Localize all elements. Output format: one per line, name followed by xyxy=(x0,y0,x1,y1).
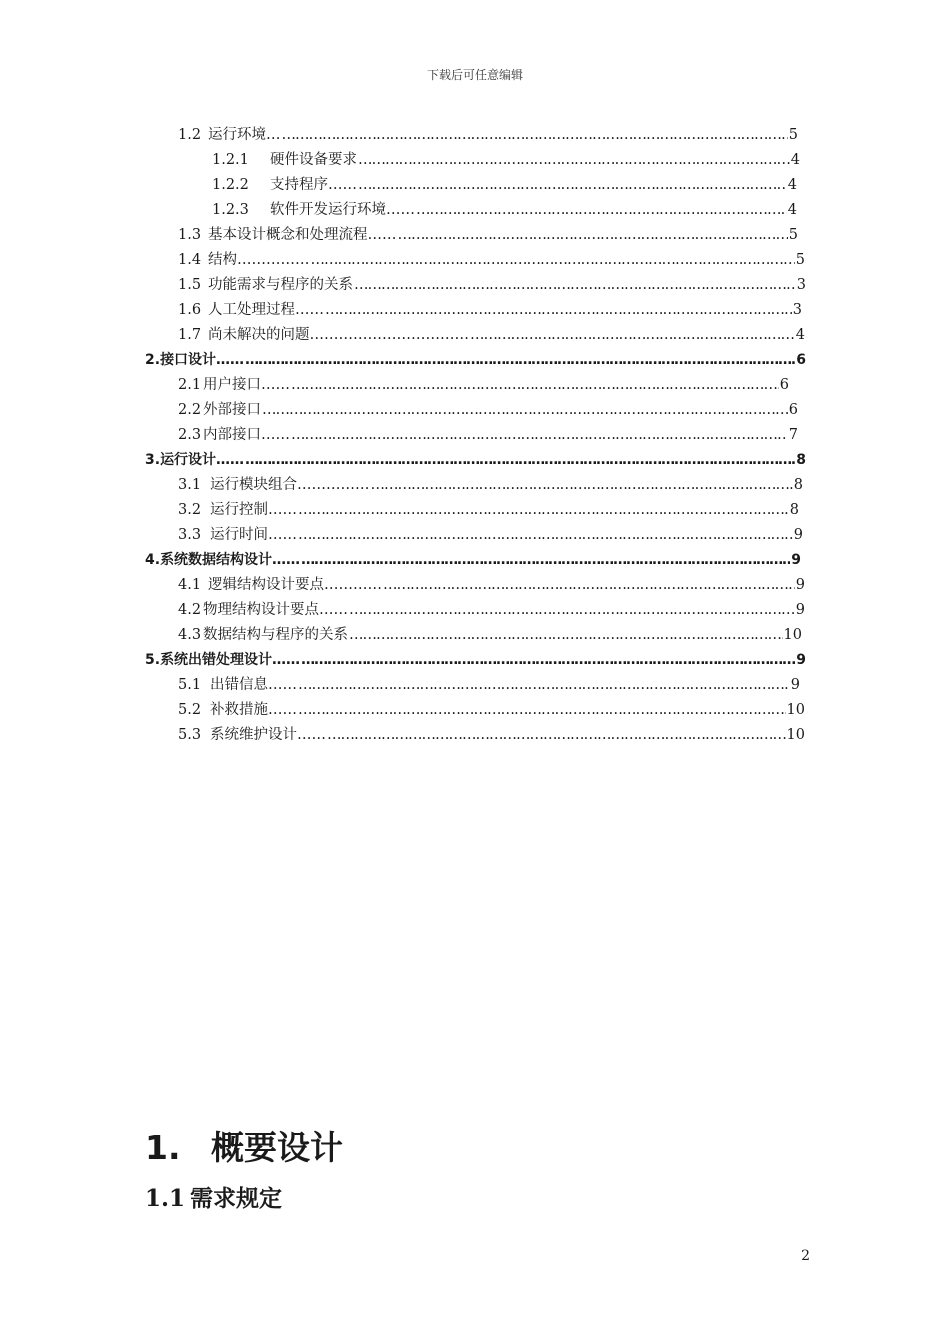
toc-leader-dots xyxy=(416,200,787,220)
toc-leader-dots xyxy=(354,275,796,295)
toc-leader-dots xyxy=(470,325,795,345)
toc-leader-dots xyxy=(282,125,788,145)
toc-entry-number: 3. xyxy=(145,452,161,468)
toc-entry-title: 人工处理过程…… xyxy=(208,302,324,318)
toc-leader-dots xyxy=(349,600,795,620)
toc-entry[interactable] xyxy=(178,625,802,645)
heading-number: 1.1 xyxy=(145,1185,186,1212)
toc-entry-number: 2.1 xyxy=(178,377,202,393)
toc-entry-number: 1.2.3 xyxy=(212,202,249,218)
toc-entry[interactable] xyxy=(178,375,789,395)
toc-entry-number: 3.2 xyxy=(178,502,202,518)
toc-entry[interactable] xyxy=(178,500,799,520)
toc-entry-title: 接口设计…… xyxy=(160,352,245,368)
toc-entry-number: 2. xyxy=(145,352,161,368)
toc-entry[interactable] xyxy=(212,150,800,170)
toc-entry-title: 功能需求与程序的关系 xyxy=(208,277,353,293)
toc-entry-title: 运行环境… xyxy=(208,127,281,143)
toc-entry-page: 3 xyxy=(792,302,802,318)
toc-entry-title: 用户接口…… xyxy=(203,377,290,393)
toc-entry-page: 4 xyxy=(795,327,805,343)
toc-entry-page: 8 xyxy=(796,452,806,468)
toc-entry-title: 软件开发运行环境…… xyxy=(270,202,415,218)
header-note: 下载后可任意编辑 xyxy=(426,68,523,82)
toc-entry[interactable] xyxy=(178,225,798,245)
toc-entry[interactable] xyxy=(178,600,805,620)
toc-entry[interactable] xyxy=(178,325,805,345)
toc-leader-dots xyxy=(311,250,795,270)
toc-entry-number: 4.3 xyxy=(178,627,202,643)
heading-number: 1. xyxy=(145,1128,181,1167)
toc-entry-number: 2.2 xyxy=(178,402,202,418)
toc-entry[interactable] xyxy=(178,300,802,320)
toc-entry[interactable] xyxy=(178,475,803,495)
toc-chapter-entry[interactable] xyxy=(145,650,806,670)
toc-entry-number: 5.1 xyxy=(178,677,202,693)
toc-entry-number: 1.4 xyxy=(178,252,202,268)
toc-leader-dots xyxy=(298,675,790,695)
toc-leader-dots xyxy=(298,500,789,520)
toc-entry-page: 9 xyxy=(793,527,803,543)
toc-entry[interactable] xyxy=(178,675,800,695)
toc-entry[interactable] xyxy=(178,700,805,720)
toc-leader-dots xyxy=(358,150,790,170)
toc-leader-dots xyxy=(298,700,786,720)
toc-entry-number: 5. xyxy=(145,652,161,668)
toc-entry-title: 运行控制…… xyxy=(210,502,297,518)
toc-leader-dots xyxy=(291,425,788,445)
toc-entry-title: 数据结构与程序的关系 xyxy=(203,627,348,643)
toc-entry-page: 10 xyxy=(786,702,805,718)
toc-leader-dots xyxy=(298,525,793,545)
toc-entry[interactable] xyxy=(178,250,805,270)
toc-entry-page: 8 xyxy=(789,502,799,518)
heading-title: 概要设计 xyxy=(211,1128,343,1167)
toc-entry[interactable] xyxy=(178,525,803,545)
toc-entry-title: 结构…………… xyxy=(208,252,310,268)
toc-leader-dots xyxy=(291,375,779,395)
heading-level-2 xyxy=(145,1180,282,1213)
toc-leader-dots xyxy=(245,450,795,470)
toc-entry-page: 5 xyxy=(788,227,798,243)
toc-leader-dots xyxy=(262,400,788,420)
toc-entry-page: 3 xyxy=(796,277,806,293)
toc-chapter-entry[interactable] xyxy=(145,350,806,370)
toc-leader-dots xyxy=(398,225,788,245)
toc-entry-page: 9 xyxy=(795,577,805,593)
toc-entry-page: 4 xyxy=(787,177,797,193)
toc-entry-number: 1.2.1 xyxy=(212,152,249,168)
toc-leader-dots xyxy=(349,625,783,645)
toc-entry-number: 1.7 xyxy=(178,327,202,343)
toc-entry-title: 尚未解决的问题…………………………… xyxy=(208,327,469,343)
toc-entry-page: 10 xyxy=(783,627,802,643)
toc-entry-number: 5.3 xyxy=(178,727,202,743)
page-number: 2 xyxy=(801,1248,810,1264)
toc-entry-title: 系统维护设计…… xyxy=(210,727,326,743)
toc-entry-page: 9 xyxy=(795,602,805,618)
toc-entry-title: 逻辑结构设计要点………… xyxy=(208,577,382,593)
toc-leader-dots xyxy=(325,300,792,320)
toc-chapter-entry[interactable] xyxy=(145,550,801,570)
toc-leader-dots xyxy=(301,550,790,570)
toc-entry[interactable] xyxy=(178,725,805,745)
heading-title: 需求规定 xyxy=(190,1185,282,1212)
toc-entry-title: 运行设计…… xyxy=(160,452,245,468)
toc-entry-page: 6 xyxy=(788,402,798,418)
toc-entry-page: 9 xyxy=(796,652,806,668)
toc-chapter-entry[interactable] xyxy=(145,450,806,470)
toc-entry-number: 3.3 xyxy=(178,527,202,543)
toc-entry-title: 内部接口…… xyxy=(203,427,290,443)
toc-entry-page: 9 xyxy=(790,677,800,693)
toc-entry[interactable] xyxy=(212,175,797,195)
toc-entry-title: 运行模块组合…………… xyxy=(210,477,370,493)
toc-entry-number: 5.2 xyxy=(178,702,202,718)
toc-entry-page: 4 xyxy=(790,152,800,168)
toc-entry-page: 6 xyxy=(796,352,806,368)
toc-entry[interactable] xyxy=(212,200,797,220)
toc-leader-dots xyxy=(301,650,795,670)
toc-entry-title: 系统出错处理设计…… xyxy=(160,652,301,668)
toc-entry-title: 物理结构设计要点…… xyxy=(203,602,348,618)
toc-entry[interactable] xyxy=(178,275,806,295)
toc-entry-number: 4.2 xyxy=(178,602,202,618)
toc-entry[interactable] xyxy=(178,400,798,420)
toc-entry-number: 1.2.2 xyxy=(212,177,249,193)
toc-entry-page: 5 xyxy=(795,252,805,268)
toc-entry-title: 系统数据结构设计…… xyxy=(160,552,301,568)
toc-entry-page: 5 xyxy=(788,127,798,143)
toc-entry-number: 2.3 xyxy=(178,427,202,443)
toc-entry[interactable] xyxy=(178,575,805,595)
toc-entry-title: 硬件设备要求 xyxy=(270,152,357,168)
toc-entry-title: 运行时间…… xyxy=(210,527,297,543)
toc-entry-number: 4. xyxy=(145,552,161,568)
toc-entry-number: 1.2 xyxy=(178,127,202,143)
toc-entry-page: 8 xyxy=(793,477,803,493)
toc-leader-dots xyxy=(371,475,793,495)
toc-entry-page: 10 xyxy=(786,727,805,743)
toc-entry[interactable] xyxy=(178,125,798,145)
toc-entry-number: 3.1 xyxy=(178,477,202,493)
heading-level-1 xyxy=(145,1122,343,1169)
toc-leader-dots xyxy=(327,725,786,745)
toc-entry-page: 9 xyxy=(791,552,801,568)
toc-entry-page: 4 xyxy=(787,202,797,218)
toc-leader-dots xyxy=(358,175,787,195)
toc-entry-page: 7 xyxy=(788,427,798,443)
toc-entry-title: 支持程序…… xyxy=(270,177,357,193)
toc-entry-number: 1.5 xyxy=(178,277,202,293)
toc-entry-title: 补救措施…… xyxy=(210,702,297,718)
toc-entry[interactable] xyxy=(178,425,798,445)
toc-leader-dots xyxy=(383,575,795,595)
toc-entry-title: 外部接口 xyxy=(203,402,261,418)
toc-entry-title: 基本设计概念和处理流程…… xyxy=(208,227,397,243)
toc-entry-page: 6 xyxy=(779,377,789,393)
toc-entry-number: 1.6 xyxy=(178,302,202,318)
toc-entry-number: 4.1 xyxy=(178,577,202,593)
toc-entry-number: 1.3 xyxy=(178,227,202,243)
toc-leader-dots xyxy=(245,350,795,370)
toc-entry-title: 出错信息…… xyxy=(210,677,297,693)
